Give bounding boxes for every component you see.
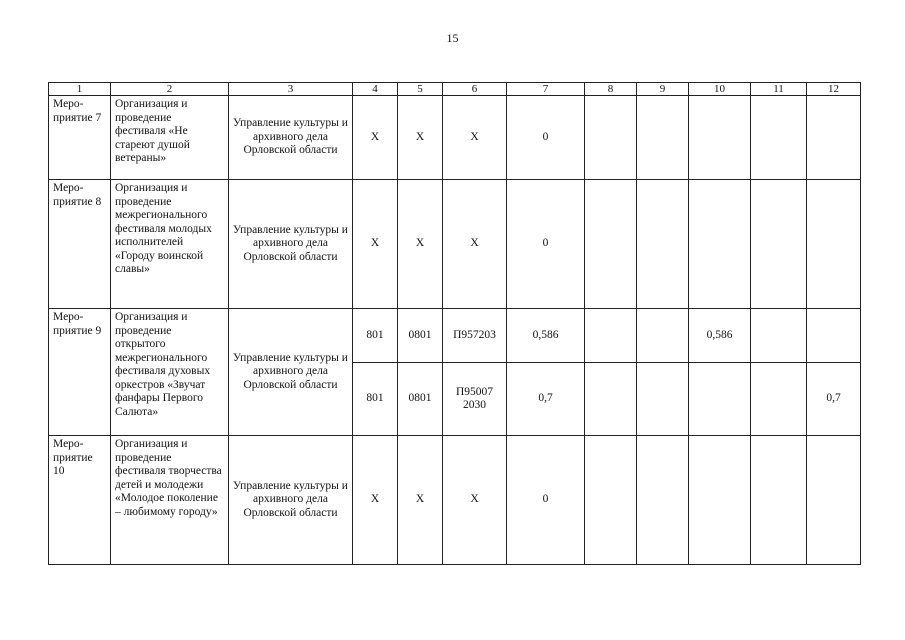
cell-col6: Х (443, 96, 507, 180)
cell-col9 (637, 180, 689, 309)
measure-name: Организация и проведение межрегионального фестиваля молодых исполнителей «Городу воинской славы» (111, 180, 229, 309)
column-header: 2 (111, 83, 229, 96)
cell-col7: 0 (507, 96, 585, 180)
cell-col4: 801 (353, 363, 398, 436)
measures-table (48, 82, 861, 565)
cell-col12 (807, 96, 861, 180)
measure-name: Организация и проведение открытого межрегионального фестиваля духовых оркестров «Звучат фанфары Первого Салюта» (111, 309, 229, 436)
cell-col7: 0 (507, 180, 585, 309)
measure-number: Меро-приятие 10 (49, 436, 111, 565)
column-header: 5 (398, 83, 443, 96)
cell-col10 (689, 436, 751, 565)
cell-col11 (751, 180, 807, 309)
column-header: 11 (751, 83, 807, 96)
column-header: 6 (443, 83, 507, 96)
column-header: 10 (689, 83, 751, 96)
cell-col9 (637, 363, 689, 436)
cell-col5: Х (398, 96, 443, 180)
cell-col8 (585, 436, 637, 565)
table-row (49, 436, 861, 565)
cell-col9 (637, 436, 689, 565)
cell-col9 (637, 96, 689, 180)
cell-col10 (689, 363, 751, 436)
measure-number: Меро-приятие 7 (49, 96, 111, 180)
cell-col5: Х (398, 436, 443, 565)
measure-name: Организация и проведение фестиваля творчества детей и молодежи «Молодое поколение – любимому городу» (111, 436, 229, 565)
column-header: 8 (585, 83, 637, 96)
cell-col4: Х (353, 180, 398, 309)
cell-col11 (751, 436, 807, 565)
cell-col5: Х (398, 180, 443, 309)
cell-col9 (637, 309, 689, 363)
table-row (49, 180, 861, 309)
measure-executor: Управление культуры и архивного дела Орловской области (229, 180, 353, 309)
cell-col6: Х (443, 436, 507, 565)
table-row (49, 309, 861, 363)
measure-executor: Управление культуры и архивного дела Орловской области (229, 436, 353, 565)
column-header: 1 (49, 83, 111, 96)
cell-col11 (751, 309, 807, 363)
cell-col6: П95007 2030 (443, 363, 507, 436)
measure-executor: Управление культуры и архивного дела Орловской области (229, 96, 353, 180)
cell-col6: П957203 (443, 309, 507, 363)
column-header: 4 (353, 83, 398, 96)
cell-col10 (689, 180, 751, 309)
cell-col7: 0,7 (507, 363, 585, 436)
table-row (49, 96, 861, 180)
cell-col12: 0,7 (807, 363, 861, 436)
measure-executor: Управление культуры и архивного дела Орловской области (229, 309, 353, 436)
cell-col12 (807, 436, 861, 565)
page-number: 15 (446, 31, 459, 45)
column-header: 12 (807, 83, 861, 96)
cell-col8 (585, 309, 637, 363)
column-header: 9 (637, 83, 689, 96)
column-header: 3 (229, 83, 353, 96)
cell-col10 (689, 96, 751, 180)
cell-col11 (751, 96, 807, 180)
cell-col8 (585, 180, 637, 309)
cell-col7: 0 (507, 436, 585, 565)
cell-col8 (585, 96, 637, 180)
measure-number: Меро-приятие 9 (49, 309, 111, 436)
cell-col6: Х (443, 180, 507, 309)
cell-col8 (585, 363, 637, 436)
measure-name: Организация и проведение фестиваля «Не стареют душой ветераны» (111, 96, 229, 180)
cell-col5: 0801 (398, 363, 443, 436)
cell-col12 (807, 309, 861, 363)
cell-col7: 0,586 (507, 309, 585, 363)
cell-col11 (751, 363, 807, 436)
cell-col4: Х (353, 436, 398, 565)
cell-col4: 801 (353, 309, 398, 363)
cell-col12 (807, 180, 861, 309)
table-header-row (49, 83, 861, 96)
cell-col5: 0801 (398, 309, 443, 363)
cell-col10: 0,586 (689, 309, 751, 363)
column-header: 7 (507, 83, 585, 96)
measure-number: Меро-приятие 8 (49, 180, 111, 309)
cell-col4: Х (353, 96, 398, 180)
